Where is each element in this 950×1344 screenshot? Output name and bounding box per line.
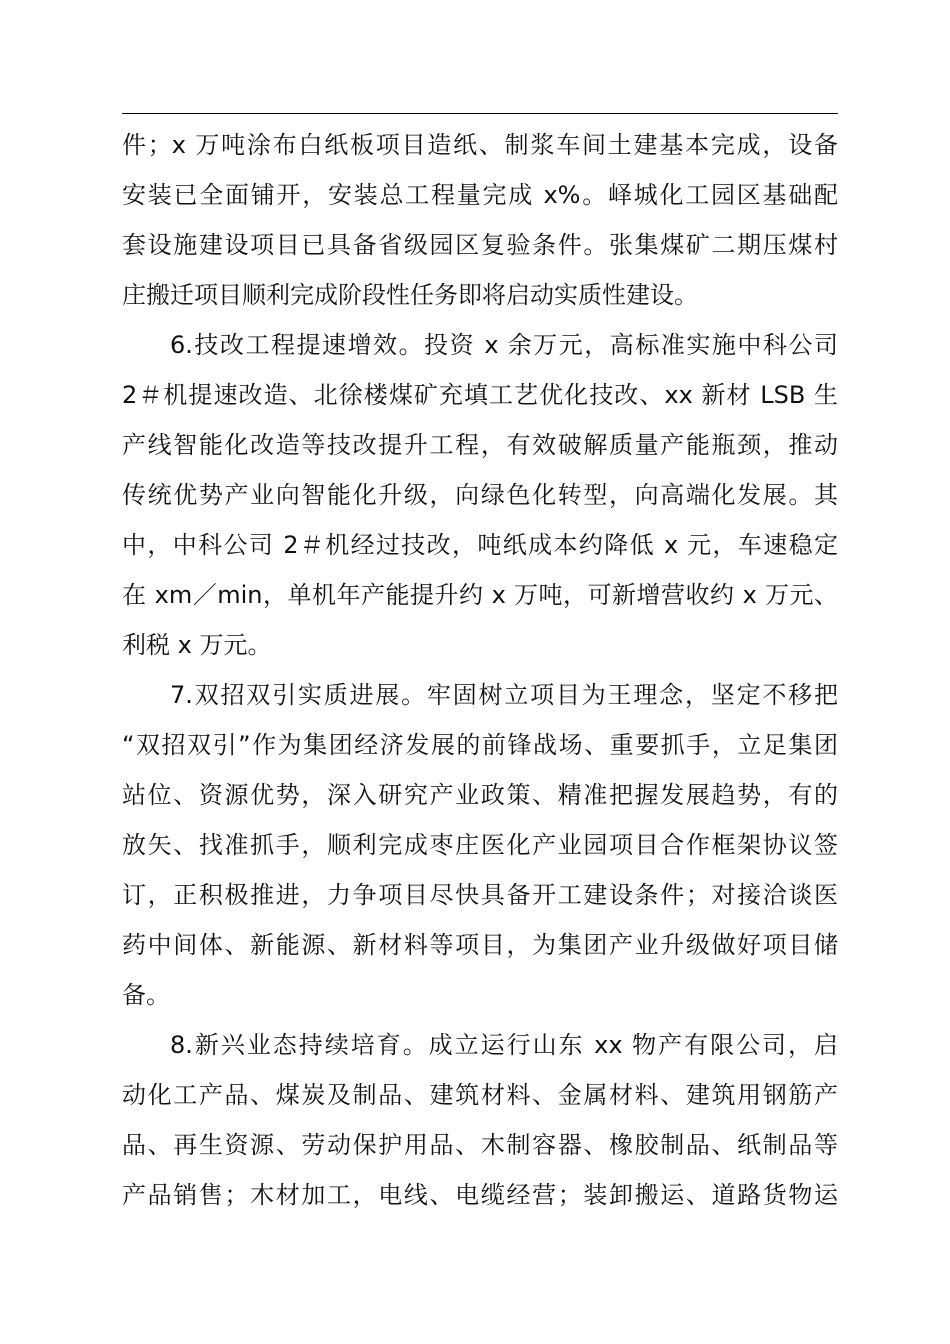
text-line: 庄搬迁项目顺利完成阶段性任务即将启动实质性建设。 <box>122 281 698 309</box>
text-line: 在 xm／min，单机年产能提升约 x 万吨，可新增营收约 x 万元、 <box>122 581 838 609</box>
text-line: 备。 <box>122 981 170 1009</box>
section-heading-line: 6.技改工程提速增效。投资 x 余万元，高标准实施中科公司 <box>170 331 838 359</box>
text-line: “双招双引”作为集团经济发展的前锋战场、重要抓手，立足集团 <box>122 731 838 759</box>
text-line: 利税 x 万元。 <box>122 631 272 659</box>
text-line: 件；x 万吨涂布白纸板项目造纸、制浆车间土建基本完成，设备 <box>122 131 838 159</box>
text-line: 套设施建设项目已具备省级园区复验条件。张集煤矿二期压煤村 <box>122 231 838 259</box>
text-line: 动化工产品、煤炭及制品、建筑材料、金属材料、建筑用钢筋产 <box>122 1081 838 1109</box>
text-line: 订，正积极推进，力争项目尽快具备开工建设条件；对接洽谈医 <box>122 881 838 909</box>
text-line: 中，中科公司 2＃机经过技改，吨纸成本约降低 x 元，车速稳定 <box>122 531 838 559</box>
text-line: 产线智能化改造等技改提升工程，有效破解质量产能瓶颈，推动 <box>122 431 838 459</box>
text-line: 药中间体、新能源、新材料等项目，为集团产业升级做好项目储 <box>122 931 838 959</box>
header-rule <box>122 113 838 114</box>
section-heading-line: 7.双招双引实质进展。牢固树立项目为王理念，坚定不移把 <box>170 681 838 709</box>
text-line: 传统优势产业向智能化升级，向绿色化转型，向高端化发展。其 <box>122 481 838 509</box>
section-heading-line: 8.新兴业态持续培育。成立运行山东 xx 物产有限公司，启 <box>170 1031 838 1059</box>
text-line: 产品销售；木材加工，电线、电缆经营；装卸搬运、道路货物运 <box>122 1181 838 1209</box>
document-body <box>122 120 838 1220</box>
text-line: 2＃机提速改造、北徐楼煤矿充填工艺优化技改、xx 新材 LSB 生 <box>122 381 838 409</box>
text-line: 品、再生资源、劳动保护用品、木制容器、橡胶制品、纸制品等 <box>122 1131 838 1159</box>
text-line: 安装已全面铺开，安装总工程量完成 x%。峄城化工园区基础配 <box>122 181 838 209</box>
text-line: 放矢、找准抓手，顺利完成枣庄医化产业园项目合作框架协议签 <box>122 831 838 859</box>
text-line: 站位、资源优势，深入研究产业政策、精准把握发展趋势，有的 <box>122 781 838 809</box>
